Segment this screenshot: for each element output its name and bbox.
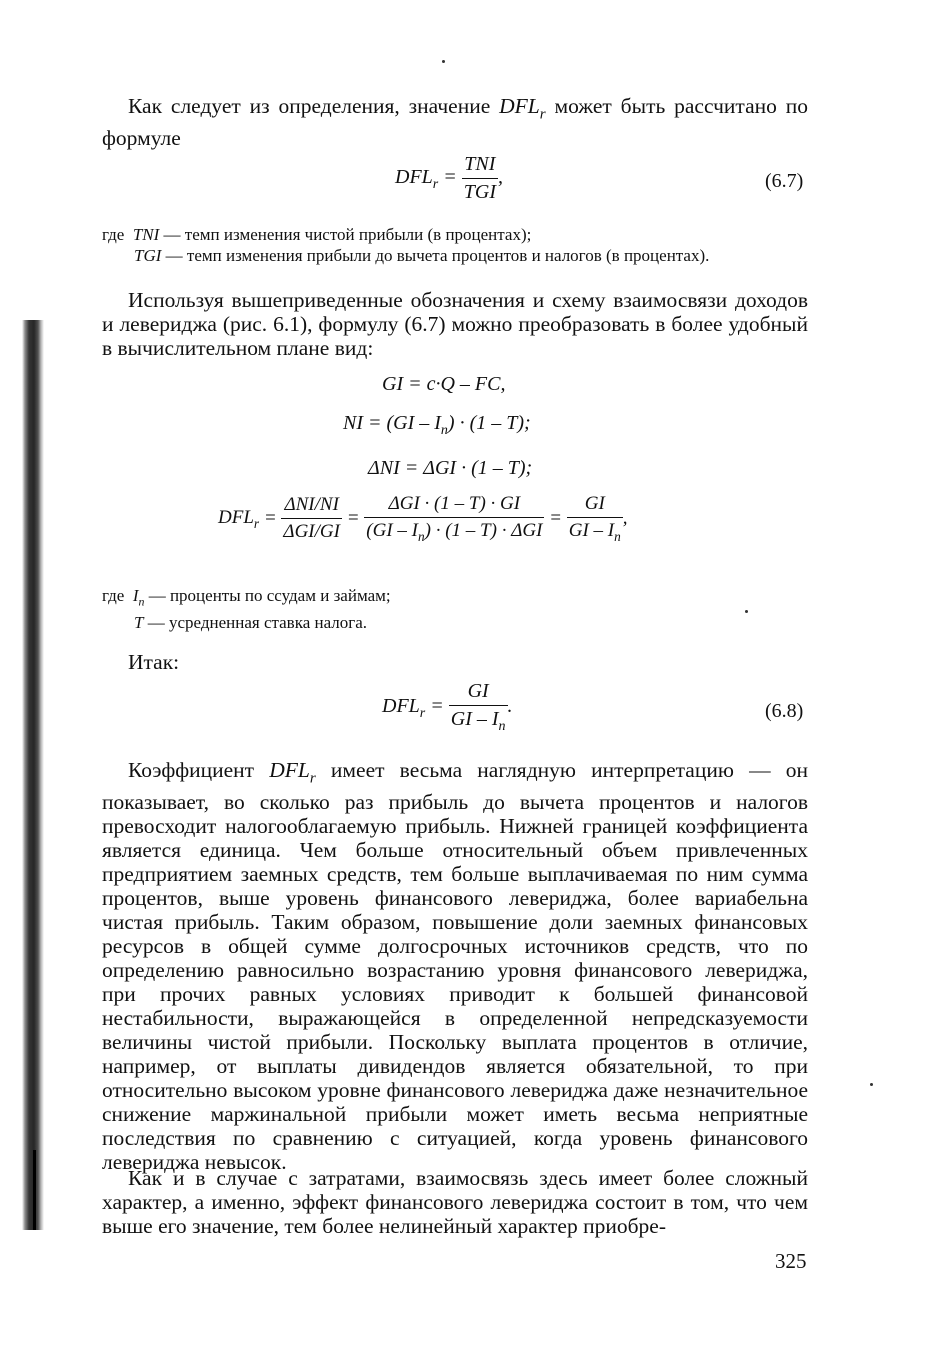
where-lead: где bbox=[102, 586, 125, 605]
formula-lhs: $DFL_r$ bbox=[395, 166, 439, 193]
page-number: 325 bbox=[775, 1249, 807, 1273]
equation-number: (6.8) bbox=[765, 700, 804, 722]
intro-text-before: Как следует из определения, значение bbox=[128, 94, 500, 118]
paragraph-interpretation: Коэффициент $DFL_r$ имеет весьма наглядную интерпретацию — он показывает, во сколько раз прибыль до вычета процентов и налогов превосходит налогооблагаемую прибыль. Нижней границей коэффициента является единица. Чем больше относительный объем привлеченных предприятием заемных средств, тем больше выплачиваемая по ним сумма процентов, выше уровень финансового левериджа, более вариабельна чистая прибыль. Таким образом, повышение доли заемных финансовых ресурсов в общей сумме долгосрочных источников средств, что по определению равносильно возрастанию уровня финансового левериджа, при прочих равных условиях приводит к большей финансовой нестабильности, выражающейся в определенной непредсказуемости величины чистой прибыли. Поскольку выплата процентов в отличие, например, от выплаты дивидендов является обязательной, то при относительно высоком уровне финансового левериджа даже незначительное снижение маржинальной прибыли может иметь весьма неприятные последствия по сравнению с ситуацией, когда уровень финансового левериджа невысок. bbox=[102, 758, 808, 1175]
intro-paragraph bbox=[102, 94, 808, 150]
definition-symbol: $I_n$ bbox=[132, 586, 145, 609]
scan-margin-line bbox=[33, 1150, 36, 1230]
formula-6-8: $DFL_r$ = $\frac{GI}{GI - I_n}$ . bbox=[382, 680, 513, 734]
where-block-2 bbox=[102, 585, 808, 633]
scan-margin-shadow bbox=[22, 320, 44, 1230]
definition-symbol: TGI bbox=[134, 246, 162, 265]
formula-lhs: $DFL_r$ bbox=[218, 507, 260, 532]
where-lead: где bbox=[102, 225, 125, 244]
fraction-denominator: GI – $I_n$ bbox=[568, 520, 621, 544]
definition-symbol: TNI bbox=[132, 225, 160, 244]
dfl-symbol: $DFL_r$ bbox=[499, 94, 546, 123]
formula-fraction bbox=[462, 153, 498, 204]
paragraph-nonlinear: Как и в случае с затратами, взаимосвязь здесь имеет более сложный характер, а именно, эффект финансового левериджа состоит в том, что чем выше его значение, тем более нелинейный характер приобре- bbox=[102, 1166, 808, 1238]
fraction-denominator: GI – $I_n$ bbox=[450, 708, 506, 734]
formula-6-7: $DFL_r$ = $\frac{\text{TNI}}{\text{TGI}}$ , bbox=[395, 153, 503, 203]
fraction-denominator: $(GI - I_n) \cdot (1 - T) \cdot \Delta GI$ bbox=[366, 520, 543, 544]
equation-net-income: NI = $(GI - I_n) \cdot (1 - T)$; bbox=[343, 412, 531, 438]
fraction-numerator: ΔNI/NI bbox=[281, 494, 342, 519]
scan-speck bbox=[442, 60, 445, 63]
intro-text-after: может быть рассчитано по формуле bbox=[102, 94, 808, 151]
fraction-numerator: TNI bbox=[462, 153, 498, 179]
fraction-numerator: ΔGI · (1 – T) · GI bbox=[364, 493, 544, 518]
fraction-expanded bbox=[364, 493, 544, 545]
fraction-numerator: GI bbox=[567, 493, 623, 518]
definition-text: — темп изменения чистой прибыли (в процентах); bbox=[159, 225, 532, 244]
itak-line: Итак: bbox=[128, 650, 180, 674]
formula-dfl-derivation: $DFL_r$ = $\frac{\text{ΔNI/NI}}{\text{ΔGI/GI}}$ = $\frac{\text{ΔGI · (1 – T) · GI}}{(GI - I_n) \cdot (1 - T) \cdot \Delta GI}$ = $\frac{GI}{GI - I_n}$ , bbox=[218, 493, 628, 544]
where-block-1 bbox=[102, 224, 808, 266]
fraction-simplified bbox=[567, 493, 623, 545]
definition-text: — проценты по ссудам и займам; bbox=[144, 586, 391, 605]
equation-delta-net-income: ΔNI = ΔGI · (1 – T); bbox=[368, 457, 533, 479]
fraction-ratio-of-changes bbox=[281, 494, 342, 543]
scan-speck bbox=[870, 1083, 873, 1086]
equation-gross-income: GI = c·Q – FC, bbox=[382, 373, 506, 395]
fraction-numerator: GI bbox=[449, 680, 508, 706]
paragraph-transform: Используя вышеприведенные обозначения и схему взаимосвязи доходов и левериджа (рис. 6.1), формулу (6.7) можно преобразовать в более удобный в вычислительном плане вид: bbox=[102, 288, 808, 360]
fraction-denominator: TGI bbox=[463, 181, 496, 203]
definition-text: — темп изменения прибыли до вычета процентов и налогов (в процентах). bbox=[161, 246, 710, 265]
equation-number: (6.7) bbox=[765, 170, 804, 192]
formula-lhs: $DFL_r$ bbox=[382, 695, 426, 722]
formula-fraction bbox=[449, 680, 508, 735]
definition-symbol: T bbox=[134, 613, 144, 633]
definition-text: — усредненная ставка налога. bbox=[143, 613, 368, 633]
fraction-denominator: ΔGI/GI bbox=[283, 521, 340, 543]
dfl-symbol: $DFL_r$ bbox=[269, 758, 316, 787]
